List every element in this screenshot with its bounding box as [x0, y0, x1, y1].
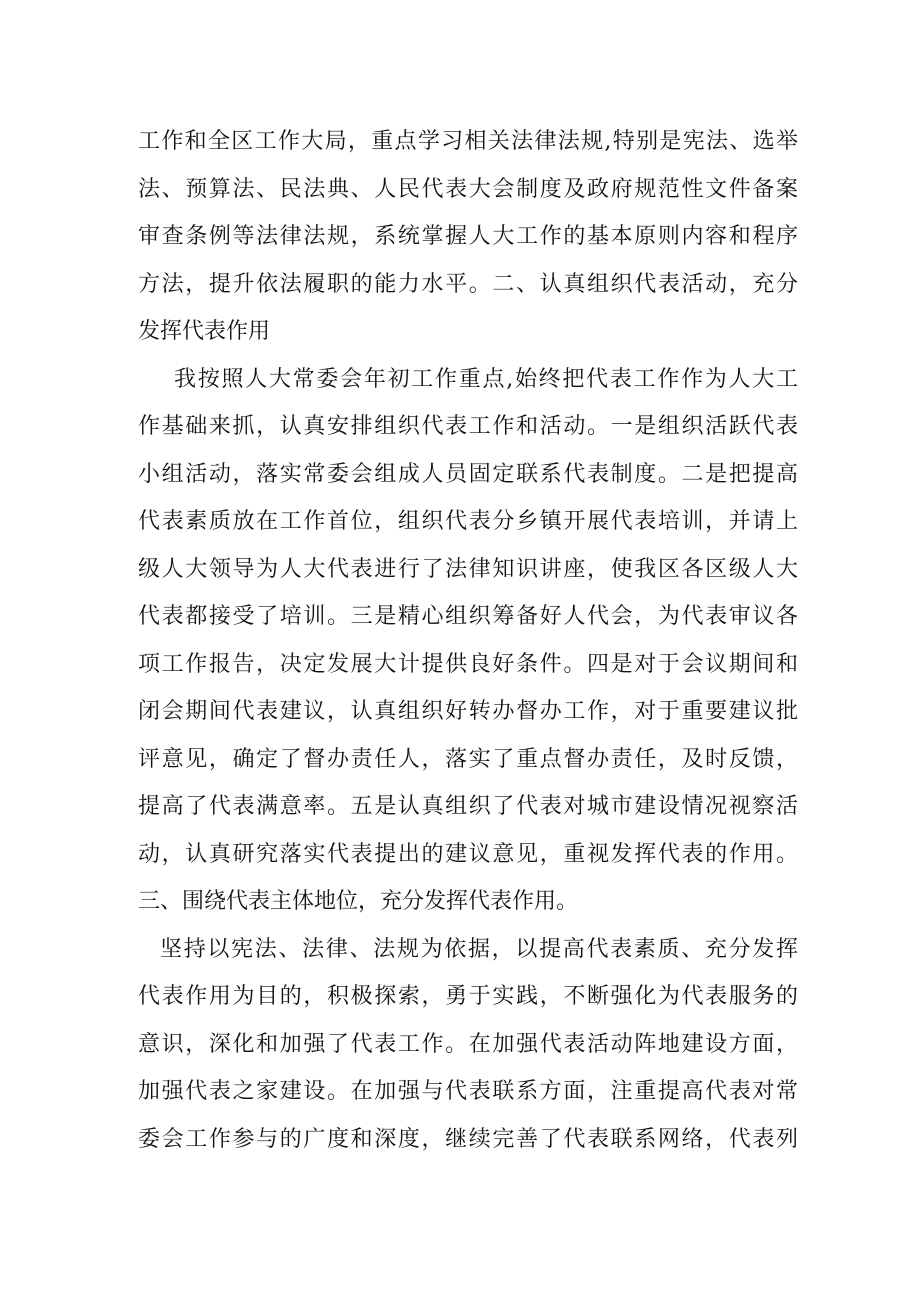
- document-body: [138, 118, 798, 1163]
- text-line: 坚持以宪法、法律、法规为依据，以提高代表素质、充分发挥: [160, 936, 798, 962]
- text-line: 项工作报告，决定发展大计提供良好条件。四是对于会议期间和: [138, 651, 798, 677]
- text-line: 闭会期间代表建议，认真组织好转办督办工作，对于重要建议批: [138, 699, 798, 724]
- text-line: 工作和全区工作大局，重点学习相关法律法规,特别是宪法、选举: [138, 129, 798, 154]
- text-line: 审查条例等法律法规，系统掌握人大工作的基本原则内容和程序: [138, 224, 798, 249]
- text-line: 代表素质放在工作首位，组织代表分乡镇开展代表培训，并请上: [138, 509, 798, 534]
- text-line: 三、围绕代表主体地位，充分发挥代表作用。: [138, 889, 579, 914]
- text-line: 委会工作参与的广度和深度，继续完善了代表联系网络，代表列: [138, 1126, 798, 1152]
- text-line: 评意见，确定了督办责任人，落实了重点督办责任，及时反馈，: [138, 746, 798, 772]
- text-line: 动，认真研究落实代表提出的建议意见，重视发挥代表的作用。: [138, 841, 798, 867]
- text-line: 方法，提升依法履职的能力水平。二、认真组织代表活动，充分: [138, 271, 798, 297]
- text-line: 法、预算法、民法典、人民代表大会制度及政府规范性文件备案: [138, 176, 798, 202]
- text-line: 代表都接受了培训。三是精心组织筹备好人代会，为代表审议各: [138, 604, 798, 629]
- text-line: 我按照人大常委会年初工作重点,始终把代表工作作为人大工: [174, 366, 798, 392]
- text-line: 作基础来抓，认真安排组织代表工作和活动。一是组织活跃代表: [138, 414, 798, 439]
- text-line: 发挥代表作用: [138, 319, 271, 344]
- text-line: 小组活动，落实常委会组成人员固定联系代表制度。二是把提高: [138, 461, 798, 487]
- text-line: 提高了代表满意率。五是认真组织了代表对城市建设情况视察活: [138, 794, 798, 819]
- text-line: 级人大领导为人大代表进行了法律知识讲座，使我区各区级人大: [138, 556, 798, 582]
- text-line: 意识，深化和加强了代表工作。在加强代表活动阵地建设方面，: [138, 1031, 798, 1057]
- text-line: 代表作用为目的，积极探索，勇于实践，不断强化为代表服务的: [138, 984, 798, 1009]
- text-line: 加强代表之家建设。在加强与代表联系方面，注重提高代表对常: [138, 1079, 798, 1104]
